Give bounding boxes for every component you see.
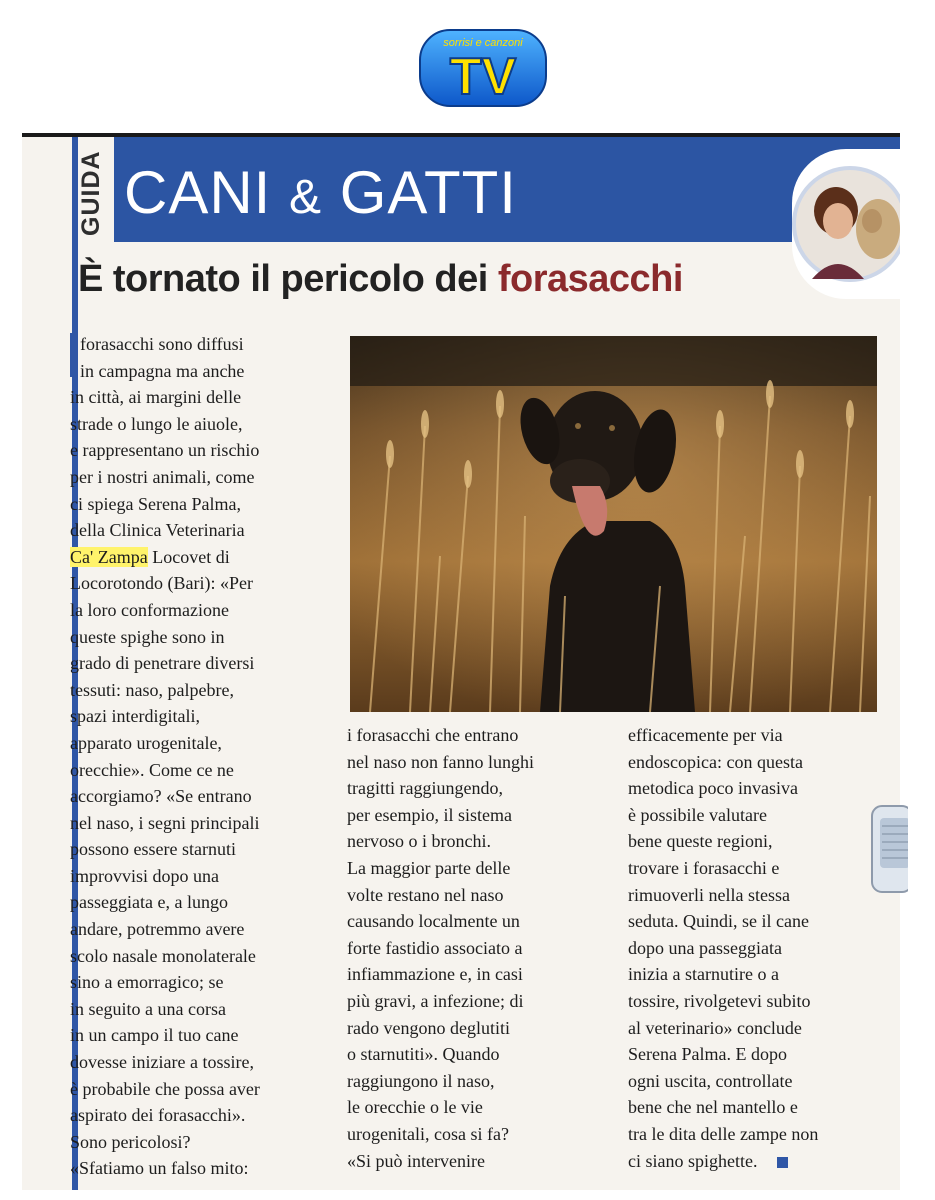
article-column-1 bbox=[70, 331, 332, 1182]
column-3-text bbox=[628, 722, 884, 1174]
headline-lead: È tornato il pericolo dei bbox=[78, 258, 498, 300]
section-tag: GUIDA bbox=[77, 150, 105, 236]
logo-letters: TV bbox=[449, 48, 517, 106]
end-of-article-mark bbox=[777, 1157, 788, 1168]
column-1-pre: forasacchi sono diffusi in campagna ma anche in città, ai margini delle strade o lungo le aiuole, e rappresentano un rischio per i nostri animali, come ci spiega Serena Palma, della Clinica Veterinaria bbox=[70, 334, 260, 541]
column-2-text: i forasacchi che entrano nel naso non fanno lunghi tragitti raggiungendo, per esempio, il sistema nervoso o i bronchi. La maggior parte delle volte restano nel naso causando localmente un forte fastidio associato a infiammazione e, in casi più gravi, a infezione; di rado vengono deglutiti o starnutiti». Quando raggiungono il naso, le orecchie o le vie urogenitali, cosa si fa? «Si può intervenire bbox=[347, 725, 534, 1171]
column-1-post: Locovet di Locorotondo (Bari): «Per la loro conformazione queste spighe sono in grado di penetrare diversi tessuti: naso, palpebre, spazi interdigitali, apparato urogenitale, orecchie». Come ce ne accorgiamo? «Se entrano nel naso, i segni principali possono essere starnuti improvvisi dopo una passeggiata e, a lungo andare, potremmo avere scolo nasale monolaterale sino a emorragico; se in seguito a una corsa in un campo il tuo cane dovesse iniziare a tossire, è probabile che possa aver aspirato dei forasacchi». Sono pericolosi? «Sfatiamo un falso mito: bbox=[70, 546, 260, 1179]
tv-sorrisi-e-canzoni-logo bbox=[416, 22, 550, 110]
column-3-body: efficacemente per via endoscopica: con questa metodica poco invasiva è possibile valutare bene queste regioni, trovare i forasacchi e rimuoverli nella stessa seduta. Quindi, se il cane dopo una passeggiata inizia a starnutire o a tossire, rivolgetevi subito al veterinario» conclude Serena Palma. E dopo ogni uscita, controllate bene che nel mantello e tra le dita delle zampe non ci siano spighette. bbox=[628, 725, 819, 1171]
section-title-cani: CANI bbox=[124, 159, 272, 226]
headline-accent: forasacchi bbox=[497, 258, 683, 300]
section-title-amp: & bbox=[289, 171, 323, 224]
headline bbox=[78, 258, 683, 301]
article-page bbox=[22, 133, 900, 1190]
author-portrait bbox=[792, 149, 900, 299]
article-column-3 bbox=[628, 722, 884, 1174]
section-title bbox=[124, 159, 517, 226]
edge-device-graphic bbox=[868, 800, 908, 900]
dropcap-bar bbox=[70, 333, 76, 377]
logo-tagline: sorrisi e canzoni bbox=[443, 37, 523, 49]
highlighted-clinic-name: Ca' Zampa bbox=[70, 546, 148, 567]
section-title-gatti: GATTI bbox=[339, 159, 517, 226]
dog-in-wheat-photo bbox=[350, 336, 877, 712]
column-1-text bbox=[70, 331, 332, 1182]
article-column-2 bbox=[347, 722, 599, 1174]
